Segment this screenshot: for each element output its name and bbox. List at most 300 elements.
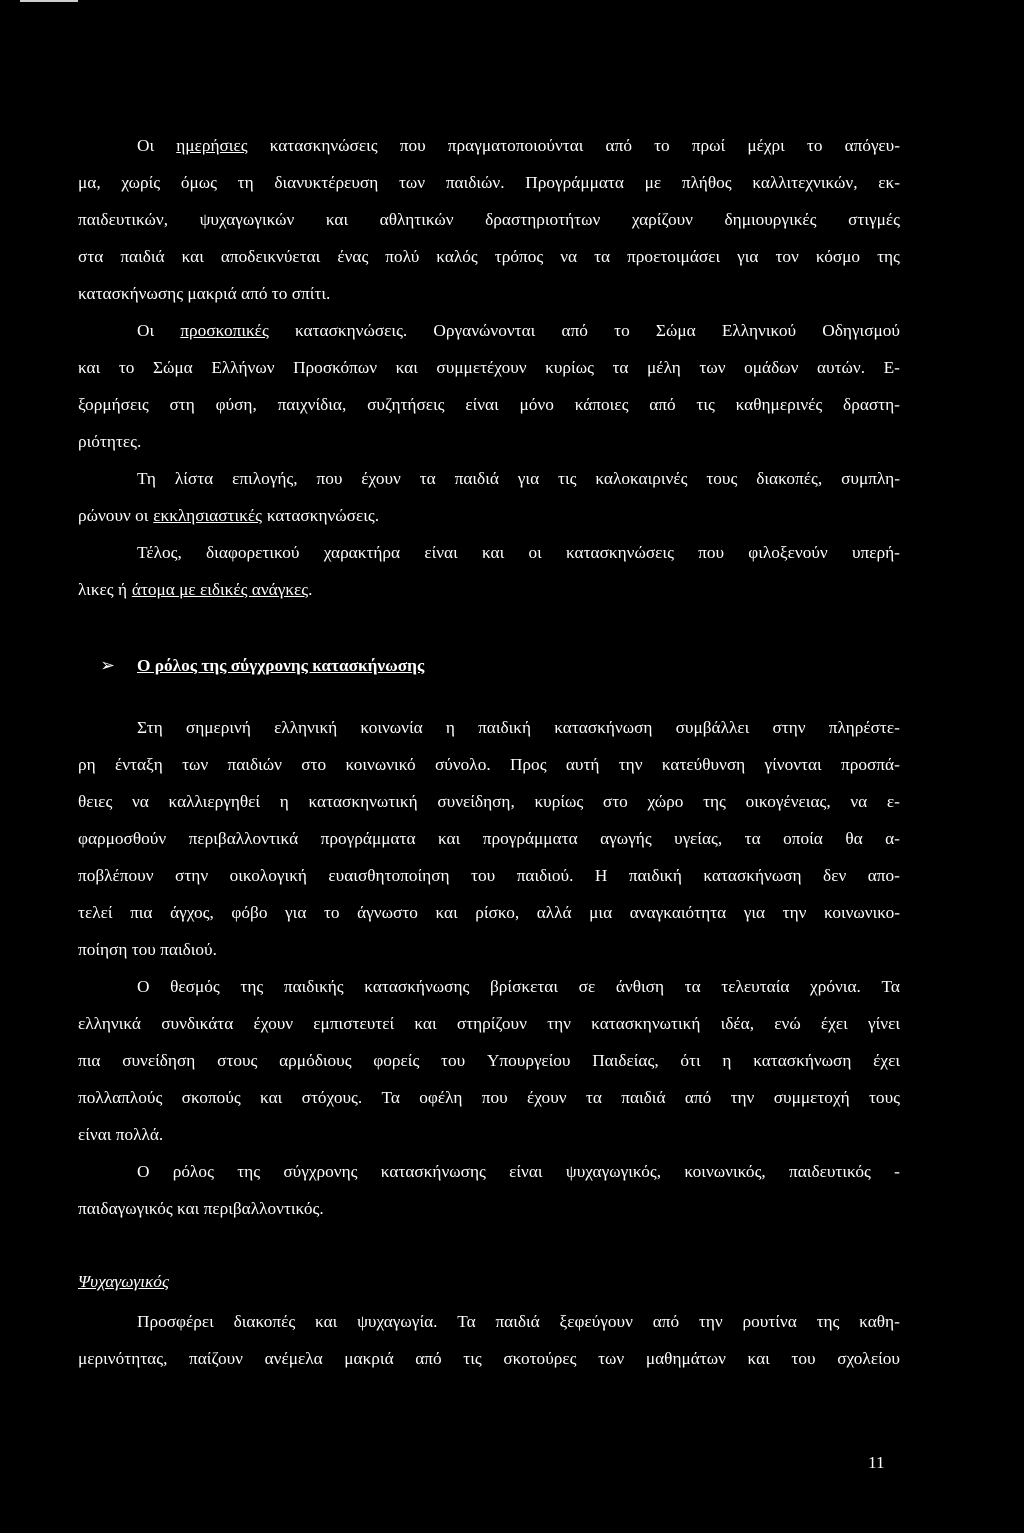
document-page xyxy=(78,128,900,1369)
word: παιδική xyxy=(478,718,532,737)
word: παιδευτικών, xyxy=(78,210,169,229)
word: χαρακτήρα xyxy=(323,543,401,562)
word: για xyxy=(285,903,307,922)
text-span: ρώνουν οι xyxy=(78,506,149,525)
word: κοινωνικός, xyxy=(684,1162,766,1181)
word: Ο xyxy=(137,977,150,996)
word: για xyxy=(517,469,540,488)
word: της xyxy=(877,247,900,266)
word: κατασκηνώσεις. xyxy=(294,321,408,340)
word: Προσκόπων xyxy=(293,358,378,377)
word: δεν xyxy=(823,866,847,885)
word: και xyxy=(481,543,505,562)
word: απο- xyxy=(867,866,900,885)
word: μόνο xyxy=(519,395,554,414)
word: θα xyxy=(845,829,863,848)
word: από xyxy=(649,395,676,414)
word: και xyxy=(325,210,349,229)
word: ξεφεύγουν xyxy=(559,1312,633,1331)
word: είναι xyxy=(465,395,499,414)
word: παιδιού. xyxy=(516,866,574,885)
word: σκοπούς xyxy=(181,1088,241,1107)
word: αρμόδιους xyxy=(279,1051,352,1070)
word: ένας xyxy=(337,247,369,266)
word: θειες xyxy=(78,792,113,811)
word: και xyxy=(181,247,204,266)
word: στηρίζουν xyxy=(456,1014,527,1033)
word: πρωί xyxy=(691,136,726,155)
word: κατεύθυνση xyxy=(661,755,746,774)
word: στα xyxy=(78,247,104,266)
word: προγράμματα xyxy=(320,829,416,848)
word: παιχνίδια, xyxy=(277,395,347,414)
word: φορείς xyxy=(373,1051,420,1070)
word: ψυχαγωγικών xyxy=(199,210,295,229)
word: ψυχαγωγικός, xyxy=(565,1162,662,1181)
word: που xyxy=(316,469,343,488)
word: σε xyxy=(578,977,596,996)
text-line xyxy=(78,1088,900,1108)
word: που xyxy=(399,136,426,155)
word: μερινότητας, xyxy=(78,1349,168,1368)
word: που xyxy=(481,1088,508,1107)
word: του xyxy=(441,1051,466,1070)
word: Προσφέρει xyxy=(137,1312,214,1331)
word: χαρίζουν xyxy=(631,210,693,229)
word: κατασκηνώσεις xyxy=(269,136,378,155)
word: άνθιση xyxy=(615,977,665,996)
word: αυτών. xyxy=(816,358,866,377)
text-line xyxy=(78,755,900,775)
text-line xyxy=(78,792,900,812)
text-line xyxy=(78,321,900,341)
word: α- xyxy=(885,829,900,848)
word: στο xyxy=(301,755,327,774)
word: το xyxy=(806,136,823,155)
word: ψυχαγωγία. xyxy=(357,1312,438,1331)
word: εκ- xyxy=(878,173,900,192)
word: την xyxy=(698,1312,723,1331)
word: κάποιες xyxy=(574,395,629,414)
word: ότι xyxy=(680,1051,701,1070)
word: επιλογής, xyxy=(232,469,298,488)
word: πραγματοποιούνται xyxy=(447,136,584,155)
word: όμως xyxy=(180,173,217,192)
word: κατασκηνώσεις xyxy=(565,543,674,562)
term-church: εκκλησιαστικές xyxy=(153,506,262,525)
word: καλοκαιρινές xyxy=(595,469,688,488)
text-line xyxy=(78,718,900,738)
word: Τέλος, xyxy=(137,543,182,562)
word: τελευταία xyxy=(721,977,790,996)
word: τρόπος xyxy=(494,247,544,266)
word: έχει xyxy=(873,1051,900,1070)
word: ρόλος xyxy=(172,1162,214,1181)
word: ρουτίνα xyxy=(742,1312,797,1331)
text-line xyxy=(78,1051,900,1071)
scan-edge-mark xyxy=(20,0,78,2)
word: καθημερινές xyxy=(735,395,823,414)
word: του xyxy=(471,866,496,885)
word: πια xyxy=(130,903,153,922)
word: στο xyxy=(602,792,628,811)
text-line xyxy=(78,543,900,563)
word: ενώ xyxy=(774,1014,801,1033)
word: με xyxy=(644,173,662,192)
word: παιδευτικός xyxy=(789,1162,871,1181)
text-line xyxy=(78,395,900,415)
word: τελεί xyxy=(78,903,113,922)
word: κοινωνία xyxy=(360,718,423,737)
word: πληρέστε- xyxy=(828,718,900,737)
word: από xyxy=(415,1349,442,1368)
word: πολλαπλούς xyxy=(78,1088,163,1107)
word: την xyxy=(618,755,643,774)
section-title: Ο ρόλος της σύγχρονης κατασκήνωσης xyxy=(137,656,425,675)
word: τον xyxy=(775,247,799,266)
word: δραστη- xyxy=(843,395,900,414)
word: φύση, xyxy=(215,395,257,414)
word: ποβλέπουν xyxy=(78,866,154,885)
word: για xyxy=(737,247,759,266)
word: για xyxy=(743,903,766,922)
text-span: ριότητες. xyxy=(78,432,142,451)
word: τις xyxy=(558,469,577,488)
word: και xyxy=(315,1312,338,1331)
word: τις xyxy=(463,1349,482,1368)
word: την xyxy=(547,1014,571,1033)
word: συμπλη- xyxy=(841,469,900,488)
text-line xyxy=(78,1199,900,1219)
word: Οι xyxy=(137,321,155,340)
word: τα xyxy=(684,977,701,996)
word: Ε- xyxy=(883,358,900,377)
word: βρίσκεται xyxy=(490,977,558,996)
word: ένταξη xyxy=(114,755,163,774)
word: Προς xyxy=(509,755,547,774)
word: το xyxy=(614,321,630,340)
word: Ελληνικού xyxy=(721,321,797,340)
word: διαφορετικού xyxy=(206,543,300,562)
word: υγείας, xyxy=(674,829,723,848)
word: κατασκήνωση xyxy=(703,866,802,885)
word: πολύ xyxy=(385,247,420,266)
word: φαρμοσθούν xyxy=(78,829,167,848)
section-heading xyxy=(78,656,900,676)
word: τα xyxy=(744,829,761,848)
text-line xyxy=(78,173,900,193)
text-line xyxy=(78,829,900,849)
word: στιγμές xyxy=(848,210,900,229)
word: συνείδηση xyxy=(122,1051,196,1070)
word: η xyxy=(445,718,455,737)
word: και xyxy=(395,358,418,377)
word: κατασκήνωση xyxy=(554,718,653,737)
word: μακριά xyxy=(344,1349,394,1368)
word: Οργανώνονται xyxy=(433,321,536,340)
word: την xyxy=(730,1088,755,1107)
word: ρίσκο, xyxy=(475,903,520,922)
word: ομάδων xyxy=(744,358,799,377)
word: χώρο xyxy=(647,792,684,811)
word: οποία xyxy=(783,829,823,848)
word: έχουν xyxy=(253,1014,294,1033)
text-line xyxy=(78,940,900,960)
period: . xyxy=(308,580,313,599)
word: διανυκτέρευση xyxy=(274,173,379,192)
word: έχουν xyxy=(527,1088,567,1107)
word: παιδιά xyxy=(120,247,165,266)
subheading-line xyxy=(78,1272,900,1292)
word: κατασκηνωτική xyxy=(591,1014,701,1033)
word: οικολογική xyxy=(229,866,307,885)
term-scout: προσκοπικές xyxy=(180,321,269,340)
term-special-needs: άτομα με ειδικές ανάγκες xyxy=(131,580,309,599)
word: ρη xyxy=(78,755,96,774)
word: συζητήσεις xyxy=(367,395,445,414)
word: μαθημάτων xyxy=(645,1349,726,1368)
word: φόβο xyxy=(231,903,268,922)
word: τη xyxy=(237,173,254,192)
word: θεσμός xyxy=(170,977,220,996)
word: του xyxy=(791,1349,816,1368)
word: πια xyxy=(78,1051,101,1070)
word: μέλη xyxy=(647,358,681,377)
word: χωρίς xyxy=(121,173,161,192)
word: συνείδηση, xyxy=(437,792,515,811)
word: σχολείου xyxy=(837,1349,900,1368)
text-span: είναι πολλά. xyxy=(78,1125,164,1144)
word: Τα xyxy=(381,1088,400,1107)
word: Τα xyxy=(881,977,900,996)
word: Οι xyxy=(137,136,155,155)
word: κυρίως xyxy=(534,792,584,811)
word: από xyxy=(652,1312,680,1331)
word: χρόνια. xyxy=(810,977,861,996)
word: τα xyxy=(594,247,611,266)
word: καλλιεργηθεί xyxy=(168,792,261,811)
word: από xyxy=(684,1088,712,1107)
word: της xyxy=(237,1162,261,1181)
word: κοινωνικό xyxy=(345,755,416,774)
word: της xyxy=(703,792,726,811)
word: σύνολο. xyxy=(434,755,491,774)
word: σύγχρονης xyxy=(283,1162,358,1181)
word: που xyxy=(698,543,725,562)
word: - xyxy=(894,1162,900,1181)
word: σημερινή xyxy=(185,718,251,737)
word: Ο xyxy=(137,1162,150,1181)
text-span: λικες ή xyxy=(78,580,127,599)
word: προγράμματα xyxy=(482,829,578,848)
word: αυτή xyxy=(565,755,600,774)
word: διακοπές, xyxy=(756,469,823,488)
word: παιδιών. xyxy=(445,173,505,192)
word: μέχρι xyxy=(747,136,785,155)
text-line xyxy=(78,580,900,600)
word: παιδική xyxy=(628,866,682,885)
word: περιβαλλοντικά xyxy=(188,829,299,848)
word: είναι xyxy=(424,543,458,562)
word: Τα xyxy=(457,1312,476,1331)
text-line xyxy=(78,866,900,886)
word: Τη xyxy=(137,469,156,488)
word: των xyxy=(598,1349,625,1368)
word: κατασκήνωση xyxy=(753,1051,852,1070)
text-line xyxy=(78,1162,900,1182)
word: τα xyxy=(585,1088,602,1107)
word: έχουν xyxy=(361,469,401,488)
word: παιδιών xyxy=(227,755,282,774)
word: των xyxy=(182,755,209,774)
text-line xyxy=(78,247,900,267)
text-line xyxy=(78,1125,900,1145)
word: Στη xyxy=(137,718,163,737)
subsection-title: Ψυχαγωγικός xyxy=(78,1272,169,1291)
text-line xyxy=(78,358,900,378)
word: παιδικής xyxy=(283,977,344,996)
word: Η xyxy=(594,866,608,885)
word: η xyxy=(279,792,289,811)
word: αλλά xyxy=(536,903,572,922)
word: παιδιά xyxy=(621,1088,666,1107)
word: από xyxy=(605,136,632,155)
word: καθη- xyxy=(859,1312,900,1331)
word: στους xyxy=(217,1051,258,1070)
text-line xyxy=(78,284,900,304)
word: Σώμα xyxy=(655,321,696,340)
page-number: 11 xyxy=(868,1453,885,1472)
word: και xyxy=(747,1349,770,1368)
word: και xyxy=(260,1088,283,1107)
word: να xyxy=(131,792,149,811)
word: οφέλη xyxy=(419,1088,463,1107)
word: κατασκηνωτική xyxy=(308,792,418,811)
text-line xyxy=(78,1014,900,1034)
text-span: ποίηση του παιδιού. xyxy=(78,940,217,959)
word: τα xyxy=(419,469,436,488)
word: Ελλήνων xyxy=(211,358,275,377)
word: ευαισθητοποίηση xyxy=(328,866,450,885)
arrow-bullet-icon: ➢ xyxy=(100,656,115,675)
word: Σώμα xyxy=(152,358,193,377)
text-line xyxy=(78,506,900,526)
word: είναι xyxy=(509,1162,543,1181)
text-span: κατασκηνώσεις. xyxy=(266,506,380,525)
word: οικογένειας, xyxy=(745,792,831,811)
word: Προγράμματα xyxy=(525,173,624,192)
word: της xyxy=(816,1312,840,1331)
term-daily: ημερήσιες xyxy=(176,136,248,155)
word: από xyxy=(561,321,588,340)
word: σκοτούρες xyxy=(503,1349,577,1368)
word: διακοπές xyxy=(233,1312,296,1331)
text-span: κατασκήνωσης μακριά από το σπίτι. xyxy=(78,284,331,303)
word: τους xyxy=(706,469,738,488)
word: και xyxy=(438,829,461,848)
word: καλός xyxy=(436,247,478,266)
word: ιδέα, xyxy=(720,1014,755,1033)
text-line xyxy=(78,1349,900,1369)
word: στην xyxy=(772,718,806,737)
word: παιδιά xyxy=(495,1312,540,1331)
word: μα, xyxy=(78,173,101,192)
word: κατασκήνωσης xyxy=(364,977,470,996)
word: γίνονται xyxy=(764,755,822,774)
word: συμμετέχουν xyxy=(436,358,527,377)
word: παιδιά xyxy=(454,469,499,488)
word: στην xyxy=(175,866,209,885)
word: το xyxy=(654,136,670,155)
word: απόγευ- xyxy=(844,136,900,155)
word: ελληνικά xyxy=(78,1014,141,1033)
word: Παιδείας, xyxy=(592,1051,659,1070)
word: το xyxy=(118,358,135,377)
word: προετοιμάσει xyxy=(627,247,721,266)
text-span: παιδαγωγικός και περιβαλλοντικός. xyxy=(78,1199,324,1218)
word: και xyxy=(78,358,101,377)
word: έχει xyxy=(820,1014,848,1033)
word: να xyxy=(850,792,868,811)
word: συνδικάτα xyxy=(161,1014,234,1033)
word: οι xyxy=(528,543,542,562)
word: Οδηγισμού xyxy=(822,321,900,340)
word: άγνωστο xyxy=(357,903,418,922)
word: στόχους. xyxy=(301,1088,363,1107)
word: να xyxy=(560,247,578,266)
word: τους xyxy=(868,1088,900,1107)
word: εμπιστευτεί xyxy=(313,1014,395,1033)
text-line xyxy=(78,469,900,489)
word: καλλιτεχνικών, xyxy=(752,173,858,192)
word: αναγκαιότητα xyxy=(629,903,727,922)
word: τα xyxy=(612,358,629,377)
word: ξορμήσεις xyxy=(78,395,149,414)
word: δημιουργικές xyxy=(724,210,817,229)
word: πλήθος xyxy=(681,173,732,192)
word: ελληνική xyxy=(274,718,338,737)
word: προσπά- xyxy=(841,755,900,774)
word: κατασκήνωσης xyxy=(380,1162,486,1181)
word: φιλοξενούν xyxy=(748,543,828,562)
text-line xyxy=(78,977,900,997)
word: αθλητικών xyxy=(379,210,454,229)
word: παίζουν xyxy=(189,1349,243,1368)
word: συμβάλλει xyxy=(675,718,750,737)
word: δραστηριοτήτων xyxy=(485,210,601,229)
word: μια xyxy=(589,903,613,922)
word: στη xyxy=(169,395,195,414)
word: κοινωνικο- xyxy=(823,903,900,922)
word: αγωγής xyxy=(600,829,652,848)
word: κυρίως xyxy=(545,358,594,377)
word: το xyxy=(323,903,340,922)
word: κόσμο xyxy=(815,247,861,266)
word: άγχος, xyxy=(170,903,214,922)
word: της xyxy=(240,977,264,996)
word: και xyxy=(435,903,458,922)
text-line xyxy=(78,136,900,156)
word: και xyxy=(414,1014,437,1033)
text-line xyxy=(78,210,900,230)
word: τις xyxy=(696,395,715,414)
word: Υπουργείου xyxy=(486,1051,571,1070)
word: ε- xyxy=(886,792,900,811)
word: αποδεικνύεται xyxy=(220,247,321,266)
word: η xyxy=(722,1051,732,1070)
text-line xyxy=(78,432,900,452)
word: ανέμελα xyxy=(264,1349,323,1368)
